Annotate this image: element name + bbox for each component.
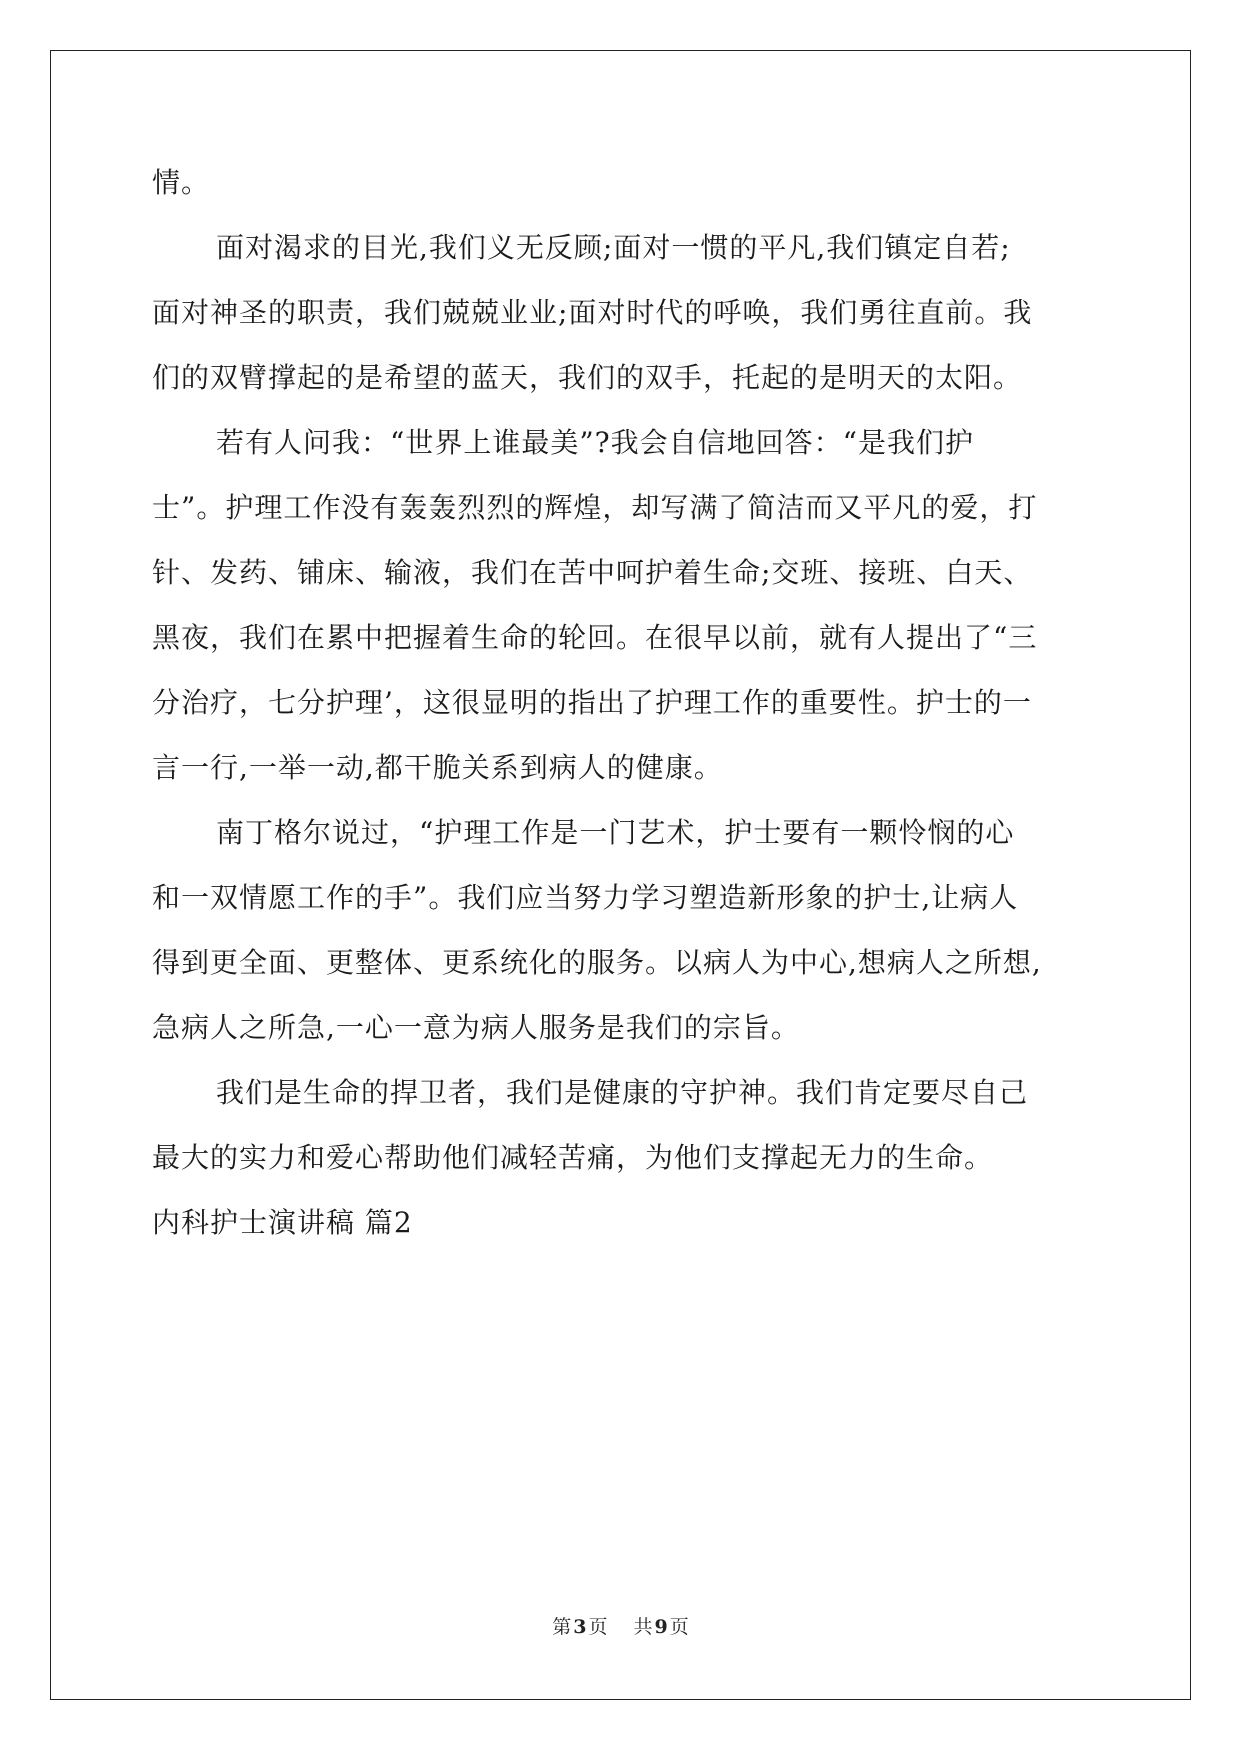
total-suffix: 页 — [669, 1616, 689, 1638]
document-body — [152, 150, 1092, 1255]
text-line: 面对渴求的目光,我们义无反顾;面对一惯的平凡,我们镇定自若; — [216, 231, 1011, 264]
text-line: 面对神圣的职责，我们兢兢业业;面对时代的呼唤，我们勇往直前。我 — [152, 296, 1033, 329]
text-line: 针、发药、铺床、输液，我们在苦中呵护着生命;交班、接班、白天、 — [152, 556, 1033, 589]
text-line: 分治疗，七分护理’，这很显明的指出了护理工作的重要性。护士的一 — [152, 686, 1032, 719]
text-line: 得到更全面、更整体、更系统化的服务。以病人为中心,想病人之所想, — [152, 946, 1042, 979]
total-prefix: 共 — [633, 1616, 653, 1638]
current-page-number: 3 — [573, 1616, 587, 1638]
text-line: 我们是生命的捍卫者，我们是健康的守护神。我们肯定要尽自己 — [216, 1076, 1029, 1109]
page-suffix: 页 — [588, 1616, 608, 1638]
total-pages-number: 9 — [654, 1616, 668, 1638]
text-line: 急病人之所急,一心一意为病人服务是我们的宗旨。 — [152, 1011, 800, 1044]
text-line: 若有人问我：“世界上谁最美”?我会自信地回答：“是我们护 — [216, 426, 974, 459]
text-line: 们的双臂撑起的是希望的蓝天，我们的双手，托起的是明天的太阳。 — [152, 361, 1023, 394]
page-footer — [0, 1612, 1241, 1639]
text-line: 南丁格尔说过，“护理工作是一门艺术，护士要有一颗怜悯的心 — [216, 816, 1015, 849]
text-line: 情。 — [152, 166, 211, 199]
text-line: 士”。护理工作没有轰轰烈烈的辉煌，却写满了简洁而又平凡的爱，打 — [152, 491, 1038, 524]
text-line: 黑夜，我们在累中把握着生命的轮回。在很早以前，就有人提出了“三 — [152, 621, 1038, 654]
text-line: 言一行,一举一动,都干脆关系到病人的健康。 — [152, 751, 723, 784]
section-heading: 内科护士演讲稿 篇2 — [152, 1206, 413, 1239]
text-line: 和一双情愿工作的手”。我们应当努力学习塑造新形象的护士,让病人 — [152, 881, 1019, 914]
page-prefix: 第 — [552, 1616, 572, 1638]
text-line: 最大的实力和爱心帮助他们减轻苦痛，为他们支撑起无力的生命。 — [152, 1141, 994, 1174]
